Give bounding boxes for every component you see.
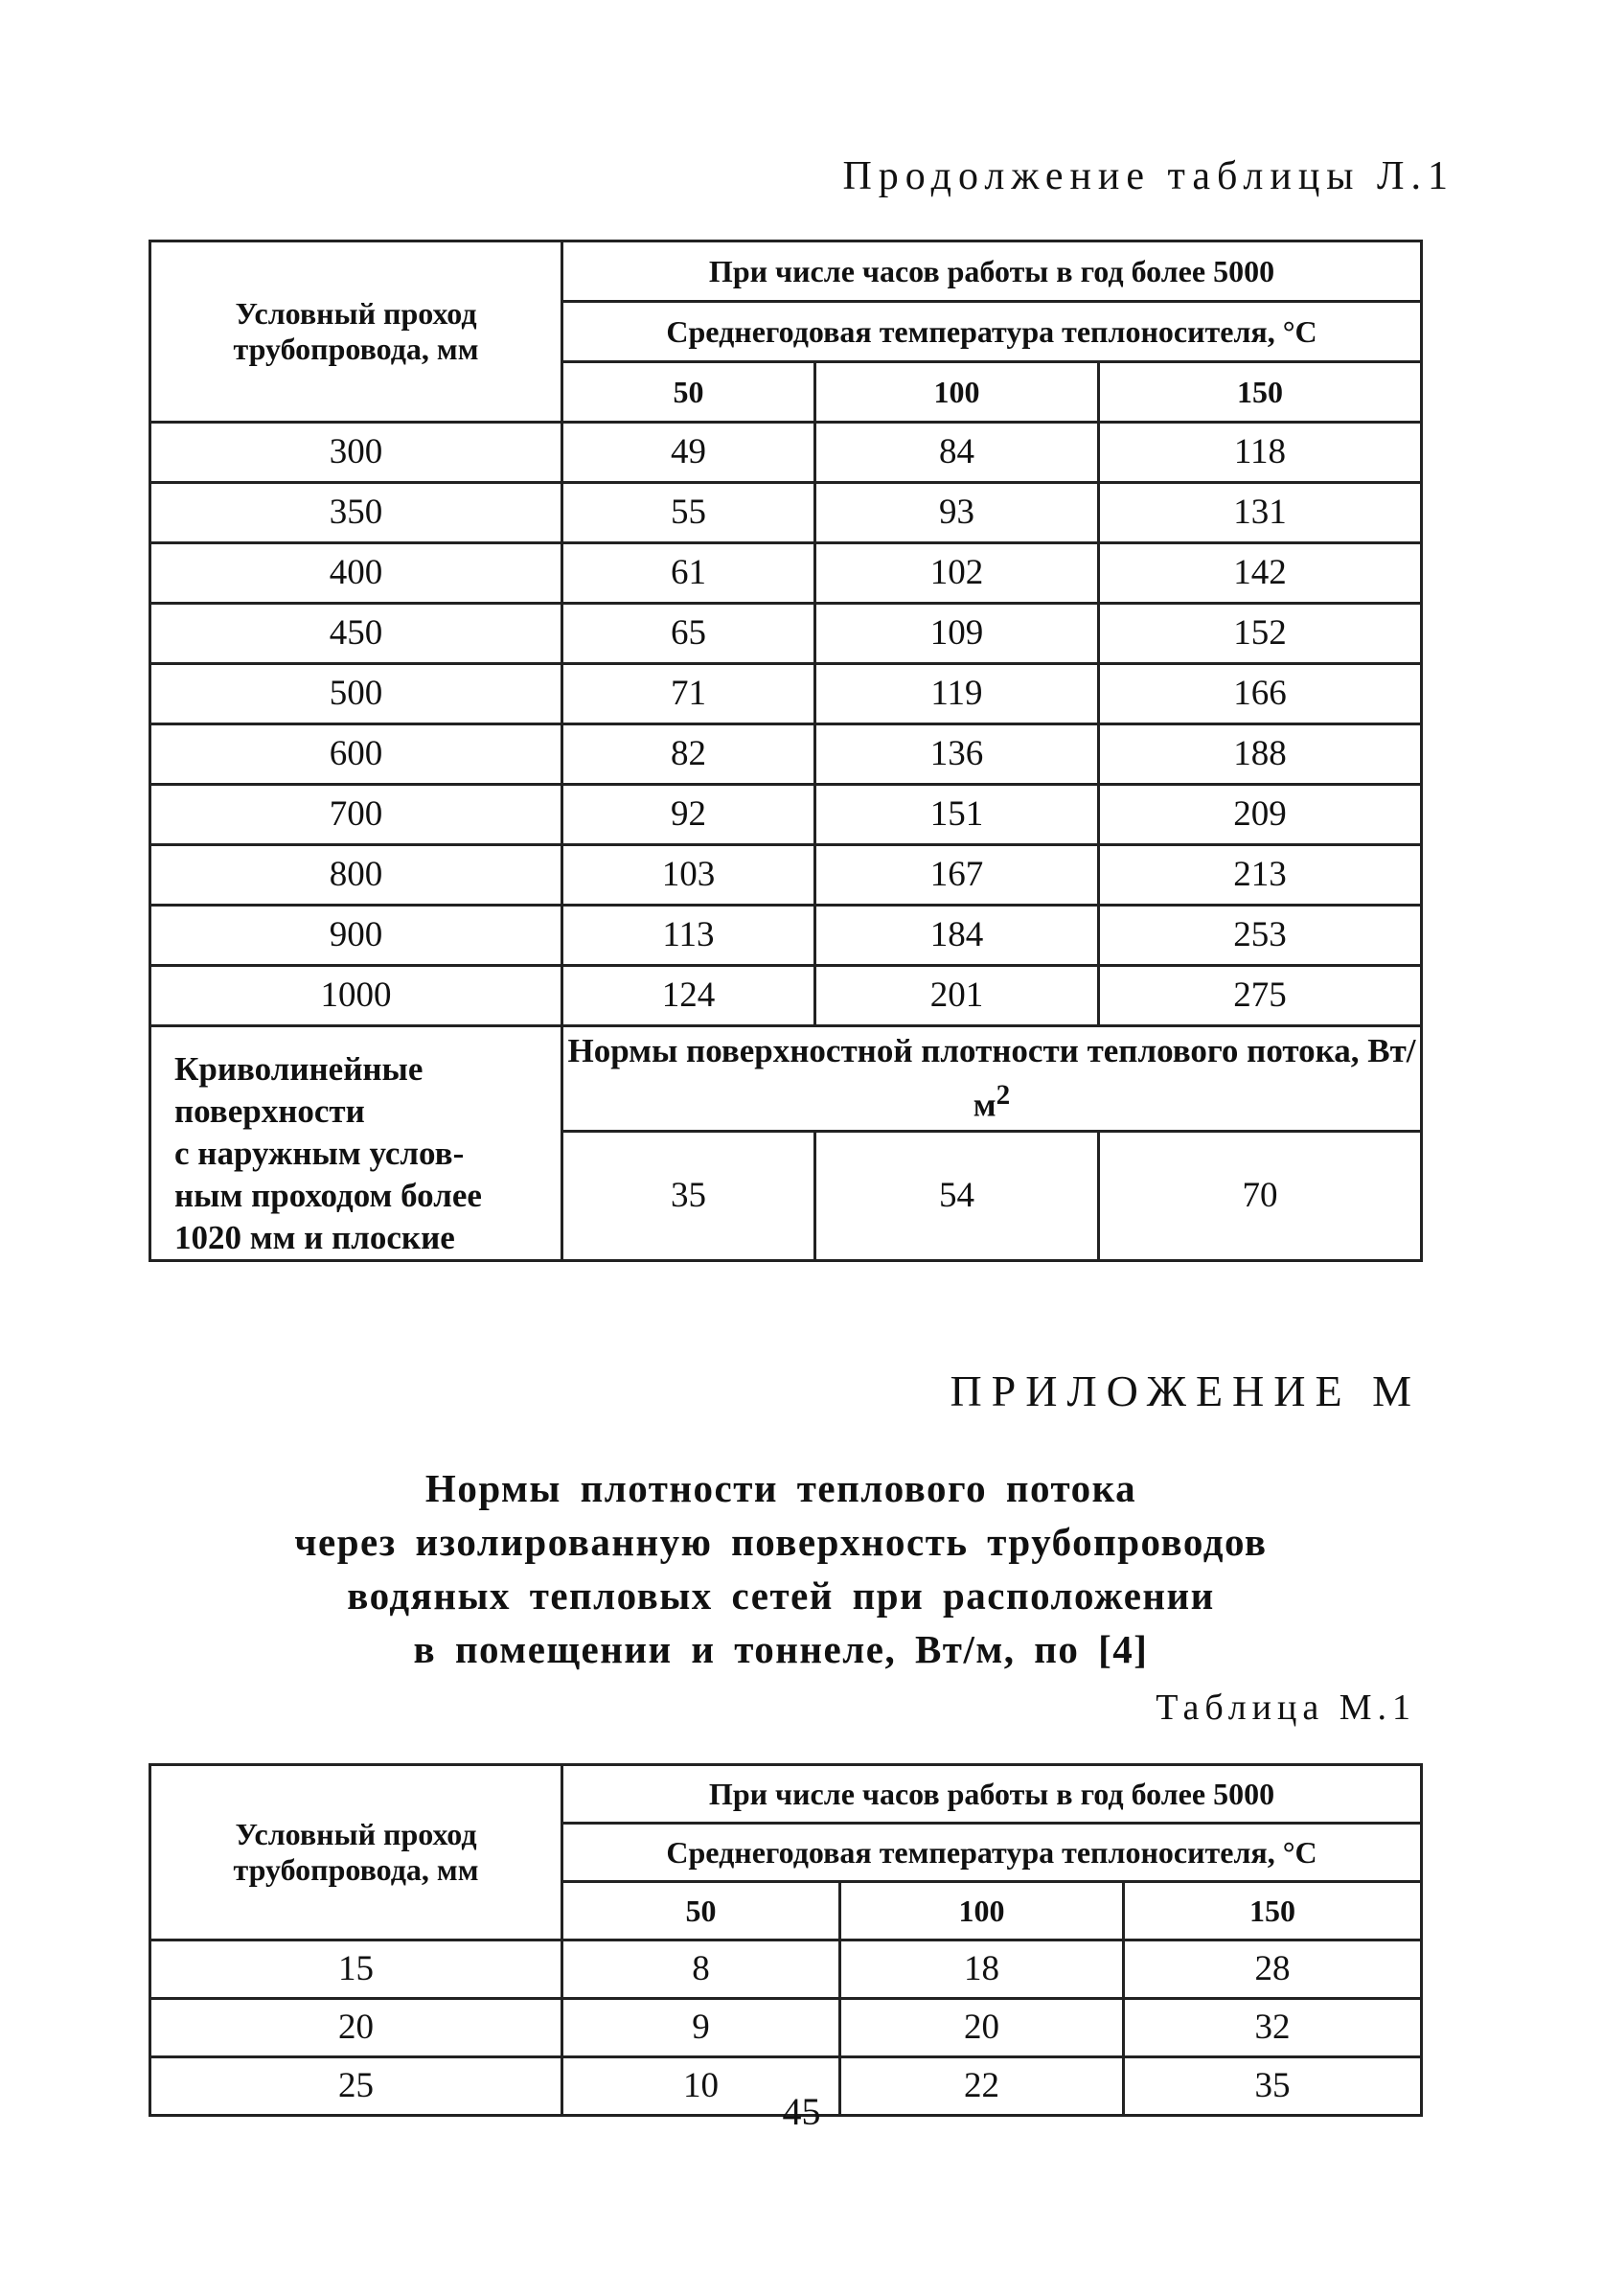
continuation-caption: Продолжение таблицы Л.1 [842, 154, 1454, 198]
value-50-cell: 10 [562, 2057, 840, 2116]
value-150-cell: 118 [1099, 423, 1422, 483]
table-row [150, 785, 1422, 845]
value-50-cell: 103 [562, 845, 815, 906]
value-50-cell: 8 [562, 1940, 840, 1999]
heading-line: Нормы плотности теплового потока [424, 1466, 1137, 1510]
table-m1-caption: Таблица М.1 [1156, 1688, 1416, 1728]
header-temp-100: 100 [815, 362, 1099, 423]
header-hours: При числе часов работы в год более 5000 [562, 241, 1422, 302]
value-150-cell: 253 [1099, 906, 1422, 966]
header-diameter: Условный проход трубопровода, мм [150, 241, 562, 423]
diameter-cell: 400 [150, 543, 562, 604]
page-number: 45 [782, 2090, 821, 2133]
value-50-cell: 61 [562, 543, 815, 604]
table-row [150, 1999, 1422, 2057]
table-row [150, 664, 1422, 724]
value-50-cell: 55 [562, 483, 815, 543]
value-150-cell: 275 [1099, 966, 1422, 1026]
value-100-cell: 84 [815, 423, 1099, 483]
diameter-cell: 20 [150, 1999, 562, 2057]
table-row [150, 1940, 1422, 1999]
value-50-cell: 71 [562, 664, 815, 724]
value-50-cell: 113 [562, 906, 815, 966]
value-100-cell: 102 [815, 543, 1099, 604]
value-100-cell: 201 [815, 966, 1099, 1026]
table-row [150, 845, 1422, 906]
table-row [150, 906, 1422, 966]
header-diameter: Условный проход трубопровода, мм [150, 1765, 562, 1940]
value-150-cell: 131 [1099, 483, 1422, 543]
value-150-cell: 142 [1099, 543, 1422, 604]
value-50-cell: 49 [562, 423, 815, 483]
diameter-cell: 700 [150, 785, 562, 845]
surface-norm-50: 35 [562, 1132, 815, 1261]
header-temp-150: 150 [1099, 362, 1422, 423]
diameter-cell: 25 [150, 2057, 562, 2116]
header-temp-150: 150 [1124, 1882, 1422, 1940]
value-150-cell: 35 [1124, 2057, 1422, 2116]
heading-line: водяных тепловых сетей при расположении [347, 1573, 1215, 1618]
value-150-cell: 209 [1099, 785, 1422, 845]
table-m1 [149, 1763, 1423, 2117]
table-row [150, 423, 1422, 483]
table-row [150, 543, 1422, 604]
value-100-cell: 151 [815, 785, 1099, 845]
value-100-cell: 167 [815, 845, 1099, 906]
value-50-cell: 92 [562, 785, 815, 845]
diameter-cell: 15 [150, 1940, 562, 1999]
heading-line: через изолированную поверхность трубопроводов [294, 1520, 1268, 1564]
value-150-cell: 188 [1099, 724, 1422, 785]
curved-line: ным проходом более [174, 1177, 482, 1214]
curved-line: 1020 мм и плоские [174, 1219, 455, 1256]
curved-surfaces-label [150, 1026, 562, 1261]
table-row [150, 724, 1422, 785]
header-temp-50: 50 [562, 362, 815, 423]
surface-norms-sup: 2 [996, 1080, 1011, 1112]
diameter-cell: 600 [150, 724, 562, 785]
appendix-title: ПРИЛОЖЕНИЕ М [950, 1366, 1421, 1415]
value-100-cell: 22 [840, 2057, 1124, 2116]
value-50-cell: 65 [562, 604, 815, 664]
diameter-cell: 1000 [150, 966, 562, 1026]
table-row [150, 966, 1422, 1026]
value-100-cell: 18 [840, 1940, 1124, 1999]
table-l1-continuation [149, 240, 1423, 1262]
value-50-cell: 124 [562, 966, 815, 1026]
header-temp-50: 50 [562, 1882, 840, 1940]
table-row [150, 604, 1422, 664]
appendix-heading [192, 1461, 1370, 1676]
value-150-cell: 32 [1124, 1999, 1422, 2057]
value-150-cell: 28 [1124, 1940, 1422, 1999]
header-temperature: Среднегодовая температура теплоносителя, °С [562, 302, 1422, 362]
value-100-cell: 20 [840, 1999, 1124, 2057]
surface-norms-text: Нормы поверхностной плотности теплового потока, Вт/м [567, 1032, 1416, 1125]
value-150-cell: 213 [1099, 845, 1422, 906]
value-150-cell: 166 [1099, 664, 1422, 724]
value-50-cell: 9 [562, 1999, 840, 2057]
diameter-cell: 800 [150, 845, 562, 906]
curved-line: поверхности [174, 1092, 365, 1130]
value-100-cell: 119 [815, 664, 1099, 724]
curved-line: с наружным услов- [174, 1135, 465, 1172]
value-100-cell: 136 [815, 724, 1099, 785]
header-hours: При числе часов работы в год более 5000 [562, 1765, 1422, 1824]
surface-norms-header [562, 1026, 1422, 1132]
heading-line: в помещении и тоннеле, Вт/м, по [4] [413, 1627, 1149, 1671]
diameter-cell: 300 [150, 423, 562, 483]
diameter-cell: 350 [150, 483, 562, 543]
header-temperature: Среднегодовая температура теплоносителя, °С [562, 1824, 1422, 1882]
diameter-cell: 450 [150, 604, 562, 664]
curved-line: Криволинейные [174, 1050, 424, 1088]
value-150-cell: 152 [1099, 604, 1422, 664]
surface-norm-150: 70 [1099, 1132, 1422, 1261]
diameter-cell: 900 [150, 906, 562, 966]
header-temp-100: 100 [840, 1882, 1124, 1940]
value-100-cell: 109 [815, 604, 1099, 664]
value-100-cell: 93 [815, 483, 1099, 543]
value-50-cell: 82 [562, 724, 815, 785]
diameter-cell: 500 [150, 664, 562, 724]
surface-norm-100: 54 [815, 1132, 1099, 1261]
value-100-cell: 184 [815, 906, 1099, 966]
table-row [150, 483, 1422, 543]
